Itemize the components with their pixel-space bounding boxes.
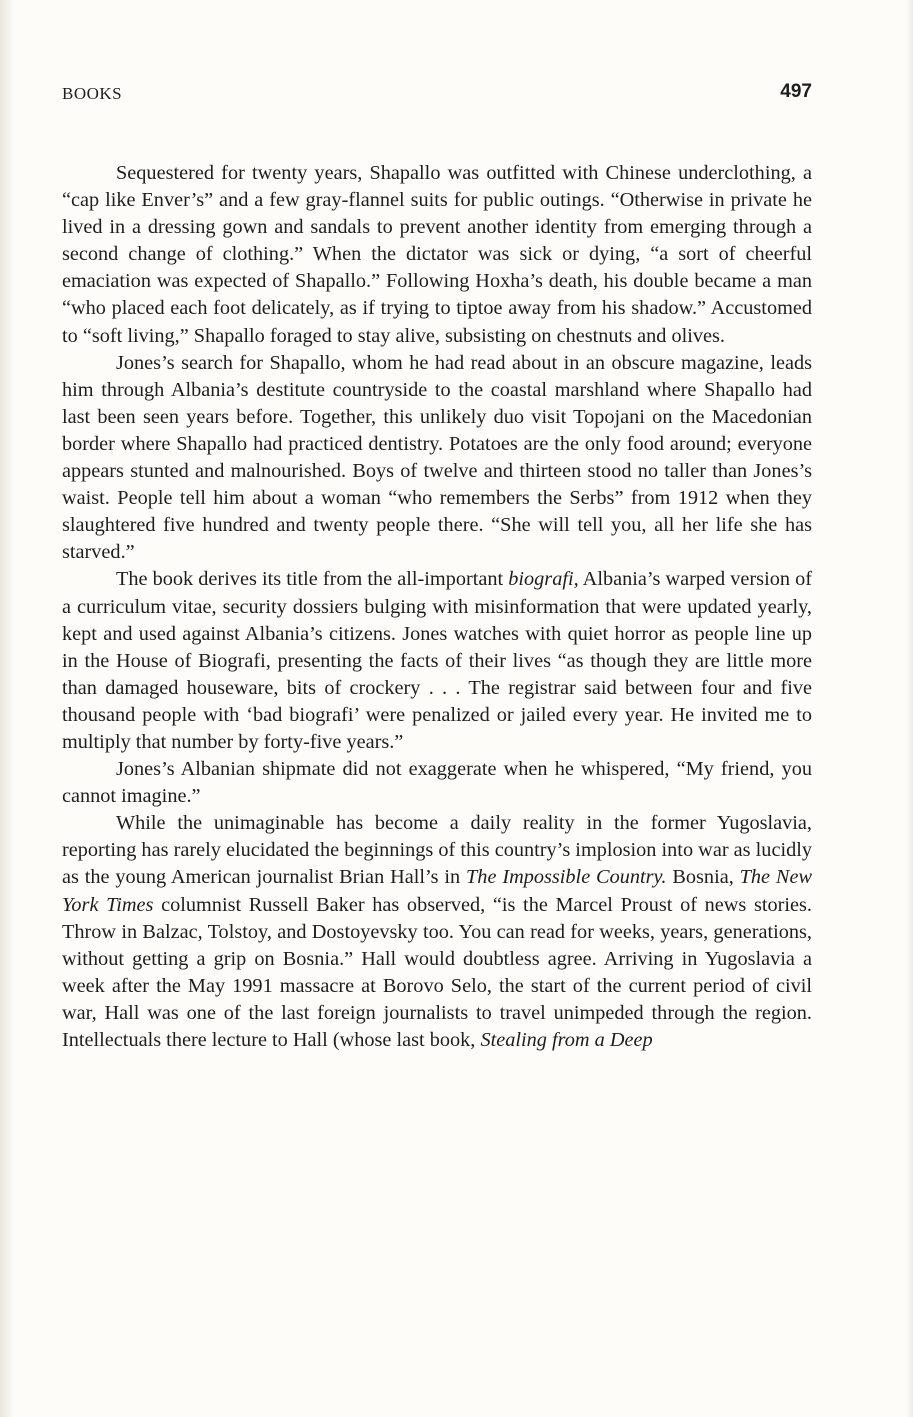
- body-text-run: columnist Russell Baker has observed, “is the Marcel Proust of news stories. Throw in Balzac, Tolstoy, and Dostoyevsky too. You can read for weeks, years, generations, without getting a grip on Bosnia.” Hall would doubtless agree. Arriving in Yugoslavia a week after the May 1991 massacre at Borovo Selo, the start of the current period of civil war, Hall was one of the last foreign journalists to travel unimpeded through the region. Intellectuals there lecture to Hall (whose last book,: [62, 893, 813, 1051]
- paragraph: [62, 350, 812, 567]
- paragraph: [62, 160, 812, 350]
- page-gutter-shadow: [0, 0, 14, 1417]
- body-text-run: Albania’s warped version of a curriculum vitae, security dossiers bulging with misinformation that were updated yearly, kept and used against Albania’s citizens. Jones watches with quiet horror as people line up in the House of Biografi, presenting the facts of their lives “as though they are little more than damaged houseware, bits of crockery . . . The registrar said between four and five thousand people with ‘bad biografi’ were penalized or jailed every year. He invited me to multiply that number by forty-five years.”: [62, 568, 812, 753]
- paragraph: [62, 566, 812, 756]
- running-head: [62, 81, 812, 108]
- section-title: BOOKS: [62, 84, 123, 103]
- body-text-run: Sequestered for twenty years, Shapallo was outfitted with Chinese underclothing, a “cap like Enver’s” and a few gray-flannel suits for public outings. “Otherwise in private he lived in a dressing gown and sandals to prevent another identity from emerging through a second change of clothing.” When the dictator was sick or dying, “a sort of cheerful emaciation was expected of Shapallo.” Following Hoxha’s death, his double became a man “who placed each foot delicately, as if trying to tiptoe away from his shadow.” Accustomed to “soft living,” Shapallo foraged to stay alive, subsisting on chestnuts and olives.: [62, 162, 812, 347]
- body-text-run: While the unimaginable has become a daily reality in the former Yugoslavia, reporting has rarely elucidated the beginnings of this country’s implosion into war as lucidly as the young American journalist Brian Hall’s in: [62, 812, 812, 889]
- italic-title-text: The New York Times: [62, 866, 812, 916]
- paragraph: [62, 810, 812, 1054]
- page-number: 497: [780, 81, 812, 102]
- body-text-run: The book derives its title from the all-important: [116, 568, 509, 591]
- article-body: [62, 160, 812, 1054]
- body-text-run: Jones’s search for Shapallo, whom he had read about in an obscure magazine, leads him through Albania’s destitute countryside to the coastal marshland where Shapallo had last been seen years before. Together, this unlikely duo visit Topojani on the Macedonian border where Shapallo had practiced dentistry. Potatoes are the only food around; everyone appears stunted and malnourished. Boys of twelve and thirteen stood no taller than Jones’s waist. People tell him about a woman “who remembers the Serbs” from 1912 when they slaughtered five hundred and twenty people there. “She will tell you, all her life she has starved.”: [62, 351, 812, 564]
- paragraph: [62, 756, 812, 810]
- italic-title-text: biografi,: [508, 568, 579, 591]
- italic-title-text: Stealing from a Deep: [480, 1029, 653, 1051]
- italic-title-text: The Impossible Country.: [466, 866, 667, 889]
- page-edge: [907, 0, 913, 1417]
- body-text-run: Bosnia,: [666, 866, 740, 889]
- body-text-run: Jones’s Albanian shipmate did not exaggerate when he whispered, “My friend, you cannot imagine.”: [62, 758, 812, 808]
